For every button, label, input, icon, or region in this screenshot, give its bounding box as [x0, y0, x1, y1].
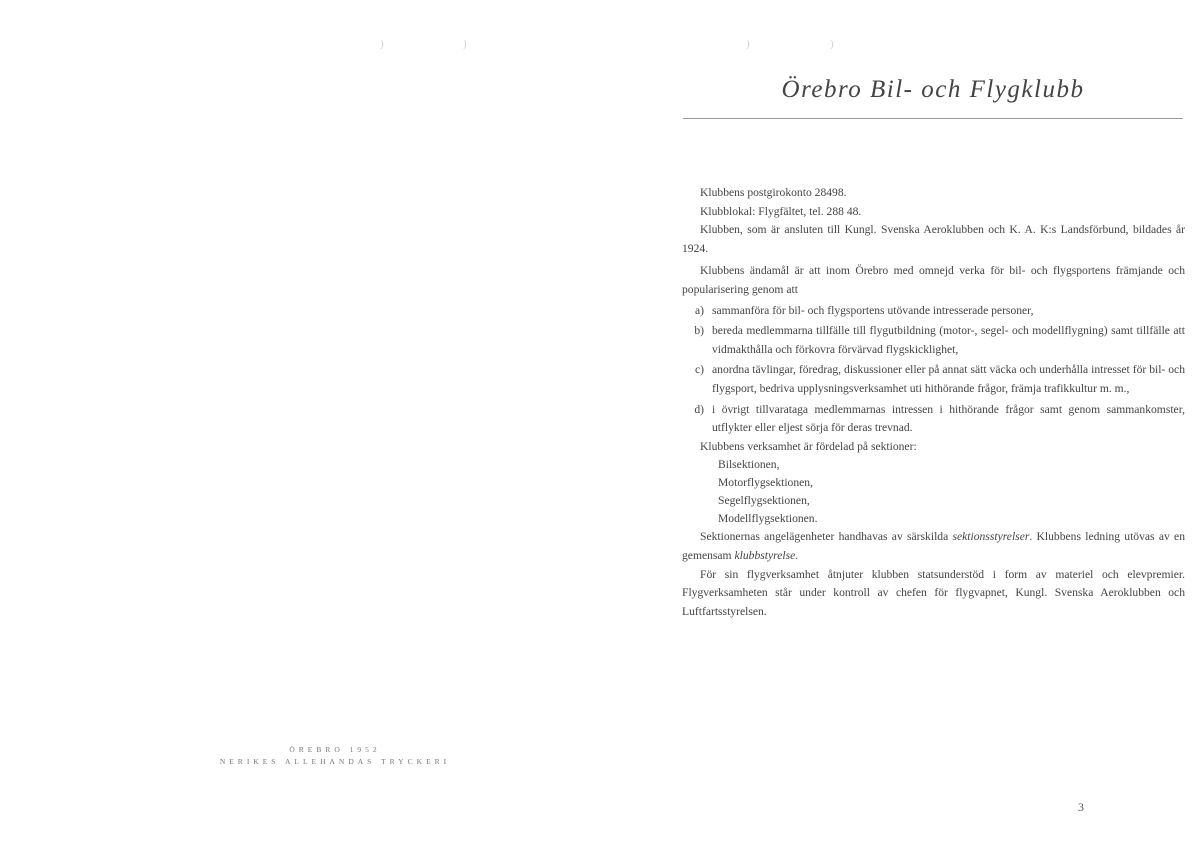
- management-paragraph: [682, 528, 1185, 565]
- page-smudge: ): [746, 38, 750, 50]
- title-rule: [683, 118, 1183, 119]
- management-text: Sektionernas angelägenheter handhavas av särskilda: [700, 530, 953, 544]
- section-boards-term: sektionsstyrelser: [952, 530, 1030, 544]
- printer-imprint: [200, 744, 470, 768]
- sections-list: [682, 456, 1185, 528]
- list-item: [682, 401, 1185, 438]
- section-modellflyg: Modellflygsektionen.: [718, 512, 818, 526]
- list-text: sammanföra för bil- och flygsportens utövande intresserade personer,: [712, 303, 1034, 317]
- page-smudge: ): [463, 38, 467, 50]
- list-marker: d): [694, 402, 704, 416]
- section-motorflyg: Motorflygsektionen,: [718, 476, 813, 490]
- list-item: [682, 322, 1185, 359]
- page-number: 3: [1078, 800, 1084, 814]
- intro-paragraph: Klubben, som är ansluten till Kungl. Svenska Aeroklubben och K. A. K:s Landsförbund, bildades år 1924.: [682, 223, 1185, 255]
- page-smudge: ): [830, 38, 834, 50]
- body-text: [682, 184, 1185, 621]
- list-text: anordna tävlingar, föredrag, diskussioner eller på annat sätt väcka och underhålla intresset för bil- och flygsport, bedriva upplysningsverksamhet uti hithörande frågor, främja trafikkultur m. m.,: [712, 363, 1185, 395]
- list-marker: b): [694, 324, 704, 338]
- management-text: .: [795, 548, 799, 562]
- funding-paragraph: För sin flygverksamhet åtnjuter klubben statsunderstöd i form av materiel och elevpremier. Flygverksamheten står under kontroll av chefen för flygvapnet, Kungl. Svenska Aeroklubben och Luftfartsstyrelsen.: [682, 567, 1185, 618]
- page-smudge: ): [380, 38, 384, 50]
- clubroom-line: Klubblokal: Flygfältet, tel. 288 48.: [700, 204, 862, 218]
- section-segelflyg: Segelflygsektionen,: [718, 494, 810, 508]
- sections-intro: Klubbens verksamhet är fördelad på sektioner:: [700, 439, 917, 453]
- list-text: i övrigt tillvarataga medlemmarnas intressen i hithörande frågor samt genom sammankomster, utflykter eller eljest sörja för deras trevnad.: [712, 402, 1185, 435]
- list-text: bereda medlemmarna tillfälle till flygutbildning (motor-, segel- och modellflygning) samt tillfälle att vidmakthålla och förkovra förvärvad flygskicklighet,: [712, 324, 1185, 356]
- section-bil: Bilsektionen,: [718, 458, 780, 472]
- club-board-term: klubbstyrelse: [734, 548, 796, 562]
- list-marker: c): [694, 363, 704, 377]
- list-item: [682, 361, 1185, 398]
- purpose-paragraph: Klubbens ändamål är att inom Örebro med omnejd verka för bil- och flygsportens främjande och popularisering genom att: [682, 264, 1185, 296]
- imprint-place-year: ÖREBRO 1952: [289, 745, 381, 754]
- list-item: [682, 302, 1185, 321]
- management-text: . Klubbens ledning utövas av en gemensam: [682, 530, 1185, 562]
- list-marker: a): [694, 303, 704, 317]
- page-title: Örebro Bil- och Flygklubb: [781, 76, 1085, 103]
- postgiro-line: Klubbens postgirokonto 28498.: [700, 186, 847, 199]
- imprint-printer: NERIKES ALLEHANDAS TRYCKERI: [219, 757, 451, 766]
- right-page: [600, 0, 1200, 848]
